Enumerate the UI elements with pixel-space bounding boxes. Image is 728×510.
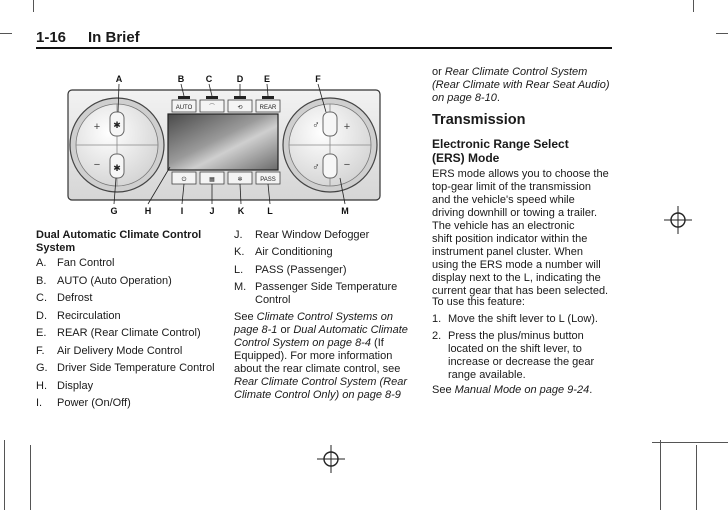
driver-knob bbox=[70, 98, 164, 192]
svg-text:⟲: ⟲ bbox=[237, 105, 243, 111]
auto-button-label: AUTO bbox=[175, 105, 193, 111]
pass-button-label: PASS bbox=[260, 177, 276, 183]
callout-letter: F bbox=[315, 74, 321, 84]
crop-mark bbox=[696, 445, 697, 510]
crop-mark bbox=[33, 0, 34, 12]
callout-letter: I bbox=[180, 206, 184, 216]
callout-letter: K bbox=[237, 206, 245, 216]
climate-heading: Dual Automatic Climate Control System bbox=[36, 229, 202, 254]
use-feature-text: To use this feature: bbox=[432, 296, 525, 308]
crop-mark bbox=[30, 445, 31, 510]
svg-text:▦: ▦ bbox=[209, 177, 215, 183]
ers-body: ERS mode allows you to choose the top-gear limit of the transmission and the vehicle's speed while driving downhill or towing a trailer. The vehicle has an electronic shift position indicator within the instrument panel cluster. When using the ERS mode a number will display next to the L, indicating the current gear that has been selected. bbox=[432, 168, 609, 297]
registration-mark bbox=[317, 445, 345, 473]
subheading: Electronic Range Select (ERS) Mode bbox=[432, 137, 569, 165]
svg-text:+: + bbox=[343, 121, 351, 133]
callout-letter: M bbox=[341, 206, 349, 216]
header-rule bbox=[36, 47, 612, 49]
section-title: Transmission bbox=[432, 112, 526, 128]
callout-letter: L bbox=[267, 206, 273, 216]
svg-text:⌒: ⌒ bbox=[208, 105, 216, 111]
crop-mark bbox=[693, 0, 694, 12]
crop-mark bbox=[660, 440, 661, 510]
callout-letter: B bbox=[177, 74, 185, 84]
crop-mark bbox=[4, 440, 5, 510]
callout-letter: H bbox=[144, 206, 152, 216]
callout-letter: J bbox=[209, 206, 215, 216]
legend-item: M. Passenger Side Temperature Control bbox=[234, 281, 398, 306]
svg-text:⏻: ⏻ bbox=[181, 177, 187, 183]
climate-control-diagram bbox=[60, 72, 390, 222]
svg-text:♂: ♂ bbox=[312, 162, 320, 173]
crop-mark bbox=[716, 33, 728, 34]
callout-letter: D bbox=[236, 74, 244, 84]
svg-text:−: − bbox=[93, 159, 101, 171]
callout-letter: A bbox=[115, 74, 123, 84]
svg-text:✱: ✱ bbox=[113, 163, 121, 173]
registration-mark bbox=[664, 206, 692, 234]
rear-button-label: REAR bbox=[259, 105, 277, 111]
callout-letter: C bbox=[205, 74, 213, 84]
page-title: In Brief bbox=[88, 29, 140, 46]
svg-text:−: − bbox=[343, 159, 351, 171]
callout-letter: E bbox=[263, 74, 271, 84]
callout-letter: G bbox=[110, 206, 118, 216]
display-screen bbox=[168, 114, 278, 170]
crop-mark bbox=[652, 442, 728, 443]
continued-reference: or Rear Climate Control System (Rear Climate with Rear Seat Audio) on page 8-10. bbox=[432, 66, 610, 104]
svg-text:+: + bbox=[93, 121, 101, 133]
svg-text:✱: ✱ bbox=[113, 120, 121, 130]
see-also-paragraph: See Climate Control Systems on page 8-1 or Dual Automatic Climate Control System on page 8-4 (If Equipped). For more information about the rear climate control, see Rear Climate Control System (Rear Climate Control Only) on page 8-9 bbox=[234, 311, 408, 401]
svg-text:✲: ✲ bbox=[237, 177, 243, 183]
crop-mark bbox=[0, 33, 12, 34]
svg-text:♂: ♂ bbox=[312, 120, 320, 131]
page-number: 1-16 bbox=[36, 29, 67, 46]
see-manual-mode: See Manual Mode on page 9-24. bbox=[432, 384, 593, 396]
passenger-knob bbox=[283, 98, 377, 192]
step-item: 2. Press the plus/minus button located on the shift lever, to increase or decrease the gear range available. bbox=[432, 330, 595, 381]
